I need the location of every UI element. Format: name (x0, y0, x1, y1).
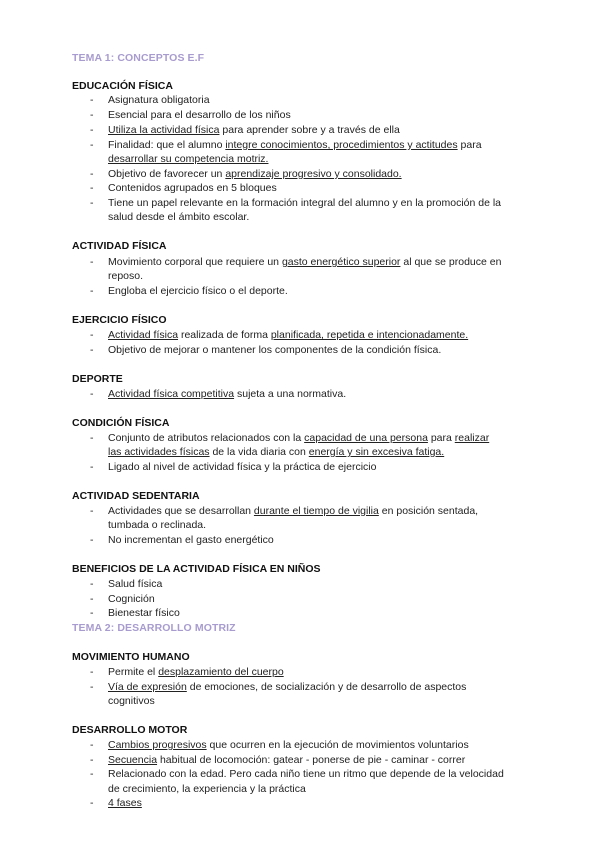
desarrollo-item-2 (108, 754, 465, 767)
actividad-item-2: Engloba el ejercicio físico o el deporte. (108, 285, 288, 297)
text-span: Actividades que se desarrollan (108, 505, 254, 517)
underlined-text: 4 fases (108, 797, 142, 809)
text-span: Permite el (108, 666, 159, 678)
movimiento-item-2 (108, 681, 466, 694)
beneficios-item-2: Cognición (108, 593, 155, 605)
bullet-dash: - (90, 681, 94, 693)
sedentaria-item-1 (108, 505, 478, 518)
sedentaria-item-1-cont: tumbada o reclinada. (108, 519, 207, 531)
text-span: Objetivo de favorecer un (108, 168, 226, 180)
underlined-text: Actividad física (108, 329, 179, 341)
heading-desarrollo-motor: DESARROLLO MOTOR (72, 724, 188, 736)
bullet-dash: - (90, 607, 94, 619)
condicion-item-1-cont (108, 446, 444, 459)
actividad-item-1-cont: reposo. (108, 270, 144, 282)
desarrollo-item-3: Relacionado con la edad. Pero cada niño tiene un ritmo que depende de la velocidad (108, 768, 504, 780)
educacion-item-6: Contenidos agrupados en 5 bloques (108, 182, 277, 194)
movimiento-item-2-cont: cognitivos (108, 695, 155, 707)
text-span: para (427, 432, 455, 444)
educacion-item-5 (108, 168, 402, 181)
bullet-dash: - (90, 666, 94, 678)
heading-actividad-sedentaria: ACTIVIDAD SEDENTARIA (72, 490, 200, 502)
deporte-item-1 (108, 388, 346, 401)
beneficios-item-1: Salud física (108, 578, 163, 590)
bullet-dash: - (90, 329, 94, 341)
heading-condicion-fisica: CONDICIÓN FÍSICA (72, 417, 170, 429)
sedentaria-item-2: No incrementan el gasto energético (108, 534, 274, 546)
bullet-dash: - (90, 461, 94, 473)
educacion-item-1: Asignatura obligatoria (108, 94, 210, 106)
heading-movimiento-humano: MOVIMIENTO HUMANO (72, 651, 190, 663)
heading-actividad-fisica: ACTIVIDAD FÍSICA (72, 240, 167, 252)
underlined-text: Actividad física competitiva (108, 388, 235, 400)
bullet-dash: - (90, 432, 94, 444)
educacion-item-4 (108, 139, 482, 152)
text-span: en posición sentada, (378, 505, 479, 517)
heading-deporte: DEPORTE (72, 373, 123, 385)
text-span: habitual de locomoción: gatear - ponerse de pie - caminar - correr (157, 754, 466, 766)
movimiento-item-1 (108, 666, 284, 679)
text-span: de emociones, de socialización y de desarrollo de aspectos (186, 681, 467, 693)
text-span: de la vida diaria con (209, 446, 309, 458)
underlined-text: Secuencia (108, 754, 158, 766)
heading-educacion-fisica: EDUCACIÓN FÍSICA (72, 80, 173, 92)
underlined-text: realizar (454, 432, 490, 444)
condicion-item-1 (108, 432, 489, 445)
desarrollo-item-1 (108, 739, 469, 752)
underlined-text: gasto energético superior (281, 256, 401, 268)
heading-ejercicio-fisico: EJERCICIO FÍSICO (72, 314, 167, 326)
bullet-dash: - (90, 754, 94, 766)
underlined-text: integre conocimientos, procedimientos y actitudes (225, 139, 458, 151)
bullet-dash: - (90, 797, 94, 809)
desarrollo-item-4 (108, 797, 142, 810)
beneficios-item-3: Bienestar físico (108, 607, 180, 619)
underlined-text: energía y sin excesiva fatiga. (308, 446, 445, 458)
text-span: Conjunto de atributos relacionados con la (108, 432, 305, 444)
bullet-dash: - (90, 505, 94, 517)
educacion-item-7-cont: salud desde el ámbito escolar. (108, 211, 250, 223)
text-span: para (457, 139, 482, 151)
text-span: Movimiento corporal que requiere un (108, 256, 282, 268)
bullet-dash: - (90, 109, 94, 121)
bullet-dash: - (90, 94, 94, 106)
tema-2-title: TEMA 2: DESARROLLO MOTRIZ (72, 622, 236, 634)
text-span: Finalidad: que el alumno (108, 139, 226, 151)
underlined-text: Utiliza la actividad física (108, 124, 220, 136)
bullet-dash: - (90, 739, 94, 751)
educacion-item-7: Tiene un papel relevante en la formación integral del alumno y en la promoción de la (108, 197, 502, 209)
bullet-dash: - (90, 593, 94, 605)
bullet-dash: - (90, 139, 94, 151)
text-span: al que se produce en (400, 256, 502, 268)
bullet-dash: - (90, 197, 94, 209)
bullet-dash: - (90, 285, 94, 297)
bullet-dash: - (90, 182, 94, 194)
bullet-dash: - (90, 256, 94, 268)
underlined-text: capacidad de una persona (304, 432, 428, 444)
actividad-item-1 (108, 256, 501, 269)
ejercicio-item-1 (108, 329, 468, 342)
text-span: para aprender sobre y a través de ella (219, 124, 400, 136)
underlined-text: las actividades físicas (108, 446, 210, 458)
bullet-dash: - (90, 388, 94, 400)
bullet-dash: - (90, 578, 94, 590)
bullet-dash: - (90, 124, 94, 136)
educacion-item-3 (108, 124, 400, 137)
educacion-item-2: Esencial para el desarrollo de los niños (108, 109, 291, 121)
underlined-text: planificada, repetida e intencionadamente. (270, 329, 469, 341)
heading-beneficios: BENEFICIOS DE LA ACTIVIDAD FÍSICA EN NIÑOS (72, 563, 321, 575)
underlined-text: Cambios progresivos (108, 739, 207, 751)
bullet-dash: - (90, 768, 94, 780)
tema-1-title: TEMA 1: CONCEPTOS E.F (72, 52, 205, 64)
text-span: realizada de forma (178, 329, 271, 341)
underlined-text: aprendizaje progresivo y consolidado. (225, 168, 402, 180)
bullet-dash: - (90, 344, 94, 356)
text-span: sujeta a una normativa. (234, 388, 347, 400)
underlined-text: desplazamiento del cuerpo (158, 666, 284, 678)
underlined-text: desarrollar su competencia motriz. (108, 153, 269, 165)
educacion-item-4-cont (108, 153, 268, 166)
bullet-dash: - (90, 168, 94, 180)
underlined-text: durante el tiempo de vigilia (253, 505, 379, 517)
desarrollo-item-3-cont: de crecimiento, la experiencia y la práctica (108, 783, 306, 795)
condicion-item-2: Ligado al nivel de actividad física y la práctica de ejercicio (108, 461, 377, 473)
bullet-dash: - (90, 534, 94, 546)
text-span: que ocurren en la ejecución de movimientos voluntarios (206, 739, 469, 751)
underlined-text: Vía de expresión (108, 681, 187, 693)
ejercicio-item-2: Objetivo de mejorar o mantener los componentes de la condición física. (108, 344, 442, 356)
